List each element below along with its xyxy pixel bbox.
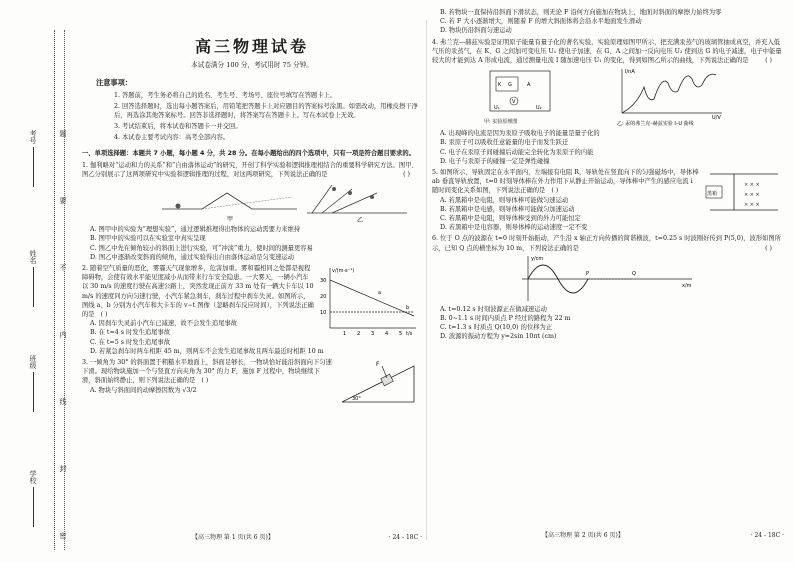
question-stem: 5. 如图所示，导轨固定在水平面内，左端接有电阻 R，导轨处在竖直向下的匀强磁场中，导体棒 ab 垂直导轨放置，t=0 时刻导体棒在外力作用下从静止开始运动，导体棒中产生的感应电流 i 随时间变化关系如图，下列说法正确的是 <box>432 169 699 195</box>
circuit-label: U₂ <box>536 105 542 112</box>
circuit-label: V <box>512 99 516 106</box>
question-stem: 1. 伽利略对“运动和力的关系”和“自由落体运动”的研究，开创了科学实验和逻辑推理相结合的重要科学研究方法。图甲、图乙分别展示了这两项研究中实验和逻辑推理的过程，对这两项研究，下列说法正确的是 <box>82 161 418 179</box>
vt-xtick: 4 <box>385 331 389 337</box>
vt-xtick: 5 <box>399 331 403 337</box>
option-c[interactable]: C. 图乙中先在倾角较小的斜面上进行实验，可“冲淡”重力，使时间的测量更容易 <box>90 244 313 252</box>
question-5 <box>432 168 784 232</box>
option-c[interactable]: C. 电子在汞原子间碰撞后动能完全转化为汞原子的内能 <box>440 148 594 156</box>
q6-figure <box>432 253 784 305</box>
question-2 <box>82 264 422 356</box>
field-label: 姓名 <box>29 250 37 264</box>
option-a[interactable]: A. 因刹车失灵前小汽车已减速，故不会发生追尾事故 <box>90 320 238 328</box>
option-b[interactable]: B. 汞原子可以吸收任意能量的电子而发生跃迁 <box>440 139 569 147</box>
option-c[interactable]: C. 若黑箱中是电阻，则导体棒受到的外力可能恒定 <box>440 215 581 223</box>
option-d[interactable]: D. 若紧急刹车时两车相距 45 m，则两车不会发生追尾事故且两车最近时相距 10 m <box>90 347 324 355</box>
field-label: 考号 <box>29 130 37 144</box>
galileo-figure <box>82 179 412 225</box>
option-d[interactable]: D. 若黑箱中是电容器，则导体棒的运动速度一定不变 <box>440 224 588 232</box>
question-1 <box>82 161 422 262</box>
option-c[interactable]: C. t=1.3 s 时质点 Q(10,0) 的位移为正 <box>440 324 553 332</box>
question-4 <box>432 38 784 166</box>
question-stem: 3. 一倾角为 30° 的斜面置于粗糙水平地面上，斜面足够长，一物块恰好能沿斜面向下匀速下滑。现给物块施加一个与竖直方向夹角为 30° 的力 F，施加 F 过程中，物块继续下滑，斜面始终静止，则下列说法正确的是 <box>82 359 332 385</box>
seal-warning <box>58 130 68 540</box>
question-3 <box>82 358 422 403</box>
svg-text:× × ×: × × × <box>744 202 760 209</box>
notice-item: 3. 考试结束后，将本试卷和答题卡一并交回。 <box>114 123 242 131</box>
q1-figures <box>82 179 422 225</box>
vt-ylabel: v/(m·s⁻¹) <box>332 268 355 275</box>
wave-ylabel: y/cm <box>531 255 544 262</box>
option-d[interactable]: D. 电子与汞原子的碰撞一定是弹性碰撞 <box>440 157 550 165</box>
exam-title: 高三物理试卷 <box>194 37 309 56</box>
field-exam-number[interactable] <box>28 130 38 187</box>
answer-paren: ( ) <box>765 57 772 65</box>
option-d[interactable]: D. 波源的振动方程为 y=2sin 10πt (cm) <box>440 333 557 341</box>
exam-subtitle: 本试卷满分 100 分，考试用时 75 分钟。 <box>191 61 313 70</box>
seal-char: 封 <box>59 465 67 473</box>
force-label: F <box>376 361 380 369</box>
caption-jia: 甲: 实验原理图 <box>484 119 518 126</box>
option-a[interactable]: A. 出现峰的电流是因为汞原子吸收电子的能量是量子化的 <box>440 130 600 138</box>
seal-line <box>54 30 55 550</box>
incline-figure <box>338 358 418 406</box>
question-6 <box>432 234 784 341</box>
point-p-label: P <box>586 270 590 277</box>
notice-heading: 注意事项： <box>96 78 132 88</box>
option-b[interactable]: B. 图甲中的实验可以在实验室中真实呈现 <box>90 235 206 243</box>
notice-item: 1. 答题前，考生务必将自己的姓名、考生号、考场号、座位号填写在答题卡上。 <box>114 91 337 99</box>
answer-paren: ( ) <box>100 311 108 319</box>
answer-paren: ( ) <box>201 377 209 385</box>
answer-paren: ( ) <box>551 187 559 195</box>
footer-page-number: 【高三物理 第 2 页(共 6 页)】 <box>542 531 624 539</box>
vt-xlabel: t/s <box>406 331 413 337</box>
circuit-label: U₁ <box>494 105 500 112</box>
option-c[interactable]: C. 在 t=5 s 时发生追尾事故 <box>90 338 171 346</box>
field-label: 学校 <box>29 470 37 484</box>
vt-xtick: 2 <box>357 331 361 337</box>
field-school[interactable] <box>28 470 38 527</box>
vt-graph <box>318 264 418 336</box>
page-divider <box>426 20 427 540</box>
option-a[interactable]: A. 若黑箱中是电阻，则导体棒可能做匀速运动 <box>440 196 569 204</box>
option-b[interactable]: B. 若黑箱中是电感，则导体棒可能做匀加速运动 <box>440 205 575 213</box>
option-c[interactable]: C. 若 F 大小逐渐增大，则随着 F 的增大斜面体将会沿水平地面发生滑动 <box>440 18 642 26</box>
binding-strip <box>0 0 78 563</box>
footer-page-number: 【高三物理 第 1 页(共 6 页)】 <box>192 533 274 541</box>
point-q-label: Q <box>632 270 636 277</box>
field-label: 班级 <box>29 355 37 369</box>
page-1 <box>82 28 422 548</box>
circuit-label: A <box>527 82 531 89</box>
vt-xtick: 1 <box>343 331 347 337</box>
option-b[interactable]: B. 若物块一直保持沿斜面下滑状态，则无论 F 沿何方向施加在物块上，地面对斜面的摩擦力始终为零 <box>440 9 722 16</box>
question-stem: 4. 弗兰克—赫兹实验是证明原子能量有量子化的著名实验，实验原理如图甲所示，把充满汞蒸气的玻璃管抽成真空，并充入低气压的汞蒸气，在 K、G 之间加可变电压 U₁ 使电子加速，在 G、A 之间加一反向电压 U₂ 使到达 G 的电子减速，电子中能量较大的才能到达 A 形成电流，通过测量电流 I 随加速电压 U₁ 的变化，得到如图乙所示的曲线，下列说法正确的是 <box>432 38 782 65</box>
page-footer <box>82 533 422 542</box>
option-a[interactable]: A. 物块与斜面间的动摩擦因数为 √3/2 <box>90 386 197 394</box>
footer-code: · 24 - 18C · <box>750 531 784 539</box>
wave-graph <box>432 253 772 305</box>
black-box-figure <box>704 170 780 214</box>
circuit-label: K <box>498 82 502 89</box>
answer-paren: ( ) <box>403 171 410 179</box>
angle-label: 30° <box>352 396 361 403</box>
option-d[interactable]: D. 物块仍沿斜面匀速运动 <box>440 27 512 35</box>
franck-hertz-figure <box>432 65 772 129</box>
notice-item: 4. 本试卷主要考试内容：高考全部内容。 <box>114 134 230 142</box>
vt-ytick: 30 <box>320 278 327 285</box>
seal-char: 内 <box>59 331 67 339</box>
svg-text:× × ×: × × × <box>744 192 760 199</box>
section-heading: 一、单项选择题：本题共 7 小题，每小题 4 分，共 28 分。在每小题给出的四个选项中，只有一项是符合题目要求的。 <box>82 149 415 157</box>
option-b[interactable]: B. 在 t=4 s 时发生追尾事故 <box>90 329 171 337</box>
caption-yi: 乙: 汞的弗兰克–赫兹实验 I–U 曲线 <box>617 121 694 128</box>
seal-char: 要 <box>59 197 67 205</box>
svg-text:× × ×: × × × <box>744 182 760 189</box>
vt-xtick: 3 <box>371 331 375 337</box>
seal-char: 线 <box>59 398 67 406</box>
footer-code: · 24 - 18C · <box>388 533 422 541</box>
vt-ytick: 10 <box>320 310 327 317</box>
question-stem: 6. 位于 O 点的波源在 t=0 时刻开始振动，产生沿 x 轴正方向传播的简谐横波，t=0.25 s 时波刚好传到 P(5,0)，波形如图所示，已知 Q 点的横坐标为 10 m，下列说法正确的是 <box>432 235 781 252</box>
vt-series-label: b <box>406 305 410 312</box>
field-class[interactable] <box>28 355 38 412</box>
vt-line-a <box>330 280 414 316</box>
circuit-label: G <box>508 82 512 89</box>
answer-paren: ( ) <box>765 244 772 252</box>
ih-ylabel: I/nA <box>625 69 635 76</box>
label-yi: 乙 <box>357 217 364 225</box>
field-name[interactable] <box>28 250 38 307</box>
vt-ytick: 20 <box>320 294 327 301</box>
wave-xlabel: x/m <box>682 282 692 289</box>
question-stem: 2. 随着空气质量的恶化，雾霾天气现象增多，危害加重。雾和霾相同之处都是视程障碍物，会使有效水平能见度减小从而带来行车安全隐患。一大雾天，一辆小汽车以 30 m/s 的速度行驶在高速公路上，突然发现正前方 33 m 处有一辆大卡车以 10 m/s 的速度同方向匀速行驶，小汽车紧急刹车，刹车过程中刹车失灵。如图所示，图线 a、b 分别为小汽车和大卡车的 v−t 图像（忽略刹车反应时间），下列说法正确的是 <box>82 265 314 319</box>
vt-series-label: a <box>378 290 382 297</box>
seal-char: 不 <box>59 264 67 272</box>
page-footer <box>432 531 784 540</box>
seal-char: 密 <box>59 532 67 540</box>
black-box-label: 黑箱 <box>707 191 718 198</box>
page-2 <box>432 8 784 539</box>
option-d[interactable]: D. 图乙中逐渐改变斜面的倾角，通过实验得出自由落体运动是匀变速运动 <box>90 253 295 261</box>
seal-char: 题 <box>59 130 67 138</box>
label-jia: 甲 <box>227 216 234 224</box>
ih-xlabel: U/V <box>712 115 721 122</box>
option-a[interactable]: A. 图甲中的实验为“理想实验”，通过逻辑推理得出物体的运动需要力来维持 <box>90 226 301 234</box>
option-a[interactable]: A. t=0.12 s 时刻波源正在做减速运动 <box>440 305 547 313</box>
q4-figures <box>432 65 784 129</box>
notice-item: 2. 回答选择题时，选出每小题答案后，用铅笔把答题卡上对应题目的答案标号涂黑。如需改动，用橡皮擦干净后，再选涂其他答案标号。回答非选择题时，将答案写在答题卡上。写在本试卷上无效。 <box>114 102 418 120</box>
option-b[interactable]: B. 0~1.1 s 时间内质点 P 经过的路程为 22 m <box>440 315 571 323</box>
